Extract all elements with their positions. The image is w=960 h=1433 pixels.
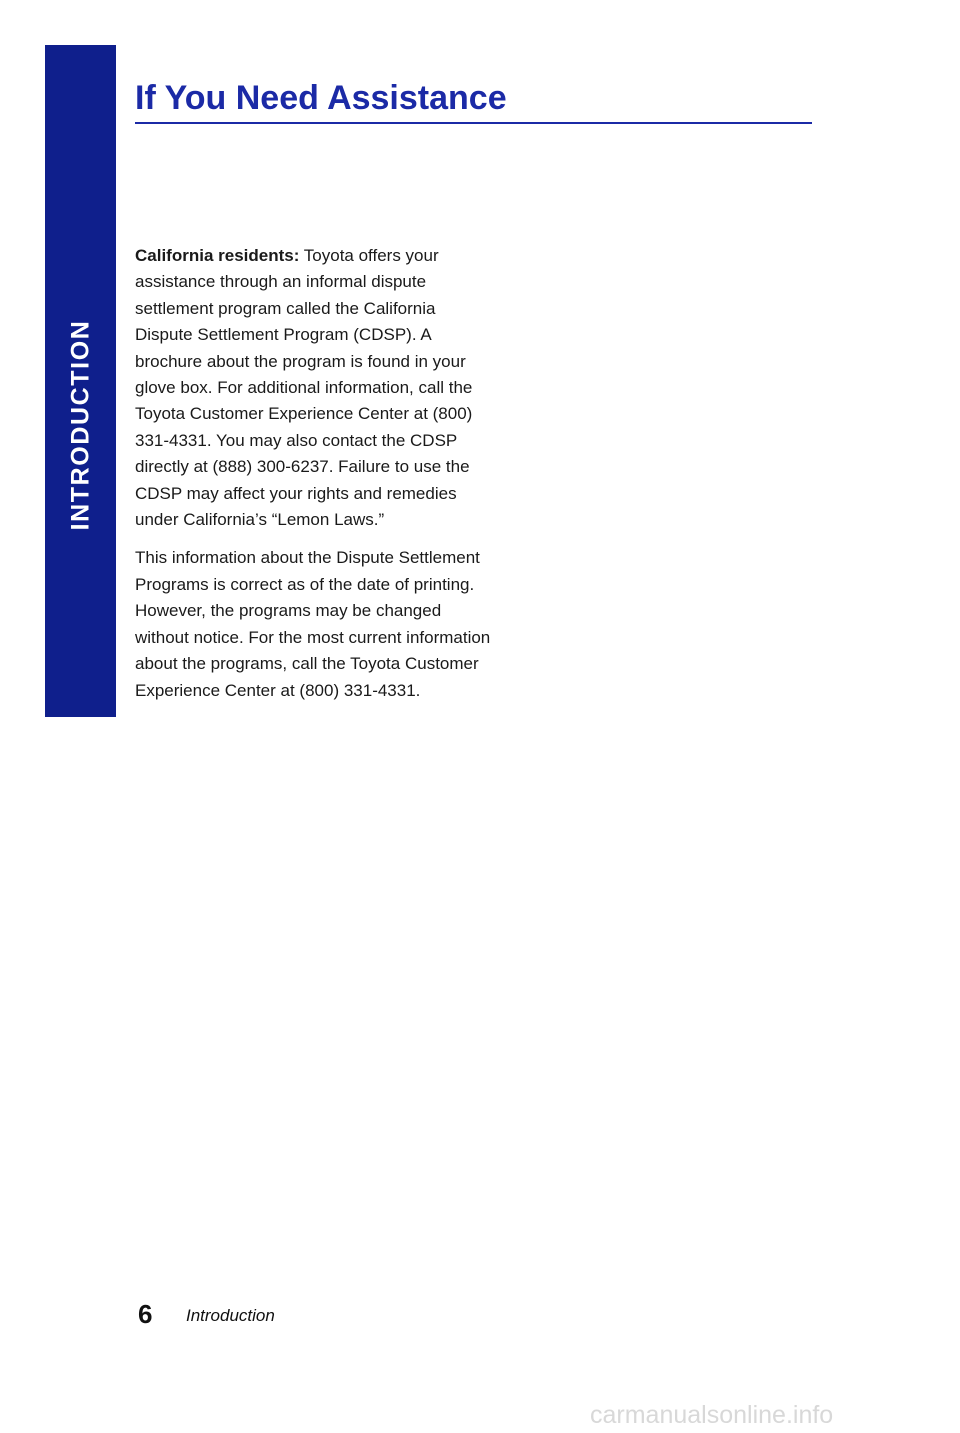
paragraph-california-residents xyxy=(135,243,495,533)
paragraph-program-info xyxy=(135,545,495,703)
footer-section-name: Introduction xyxy=(186,1306,275,1325)
page-title: If You Need Assistance xyxy=(135,79,507,117)
paragraph-text: This information about the Dispute Settlement Programs is correct as of the date of printing. However, the programs may be changed without notice. For the most current information about the programs, call the Toyota Customer Experience Center at (800) 331-4331. xyxy=(135,548,491,700)
site-watermark: carmanualsonline.info xyxy=(590,1401,834,1429)
page-number: 6 xyxy=(138,1299,153,1329)
section-side-tab xyxy=(45,45,116,717)
paragraph-text: Toyota offers your assistance through an informal dispute settlement program called the California Dispute Settlement Program (CDSP). A brochure about the program is found in your glove box. For additional information, call the Toyota Customer Experience Center at (800) 331-4331. You may also contact the CDSP directly at (888) 300-6237. Failure to use the CDSP may affect your rights and remedies under California’s “Lemon Laws.” xyxy=(135,246,473,530)
paragraph-lead-label: California residents: xyxy=(135,246,300,265)
body-content xyxy=(135,243,495,716)
title-divider xyxy=(135,122,812,124)
section-side-tab-label: INTRODUCTION xyxy=(66,319,94,531)
